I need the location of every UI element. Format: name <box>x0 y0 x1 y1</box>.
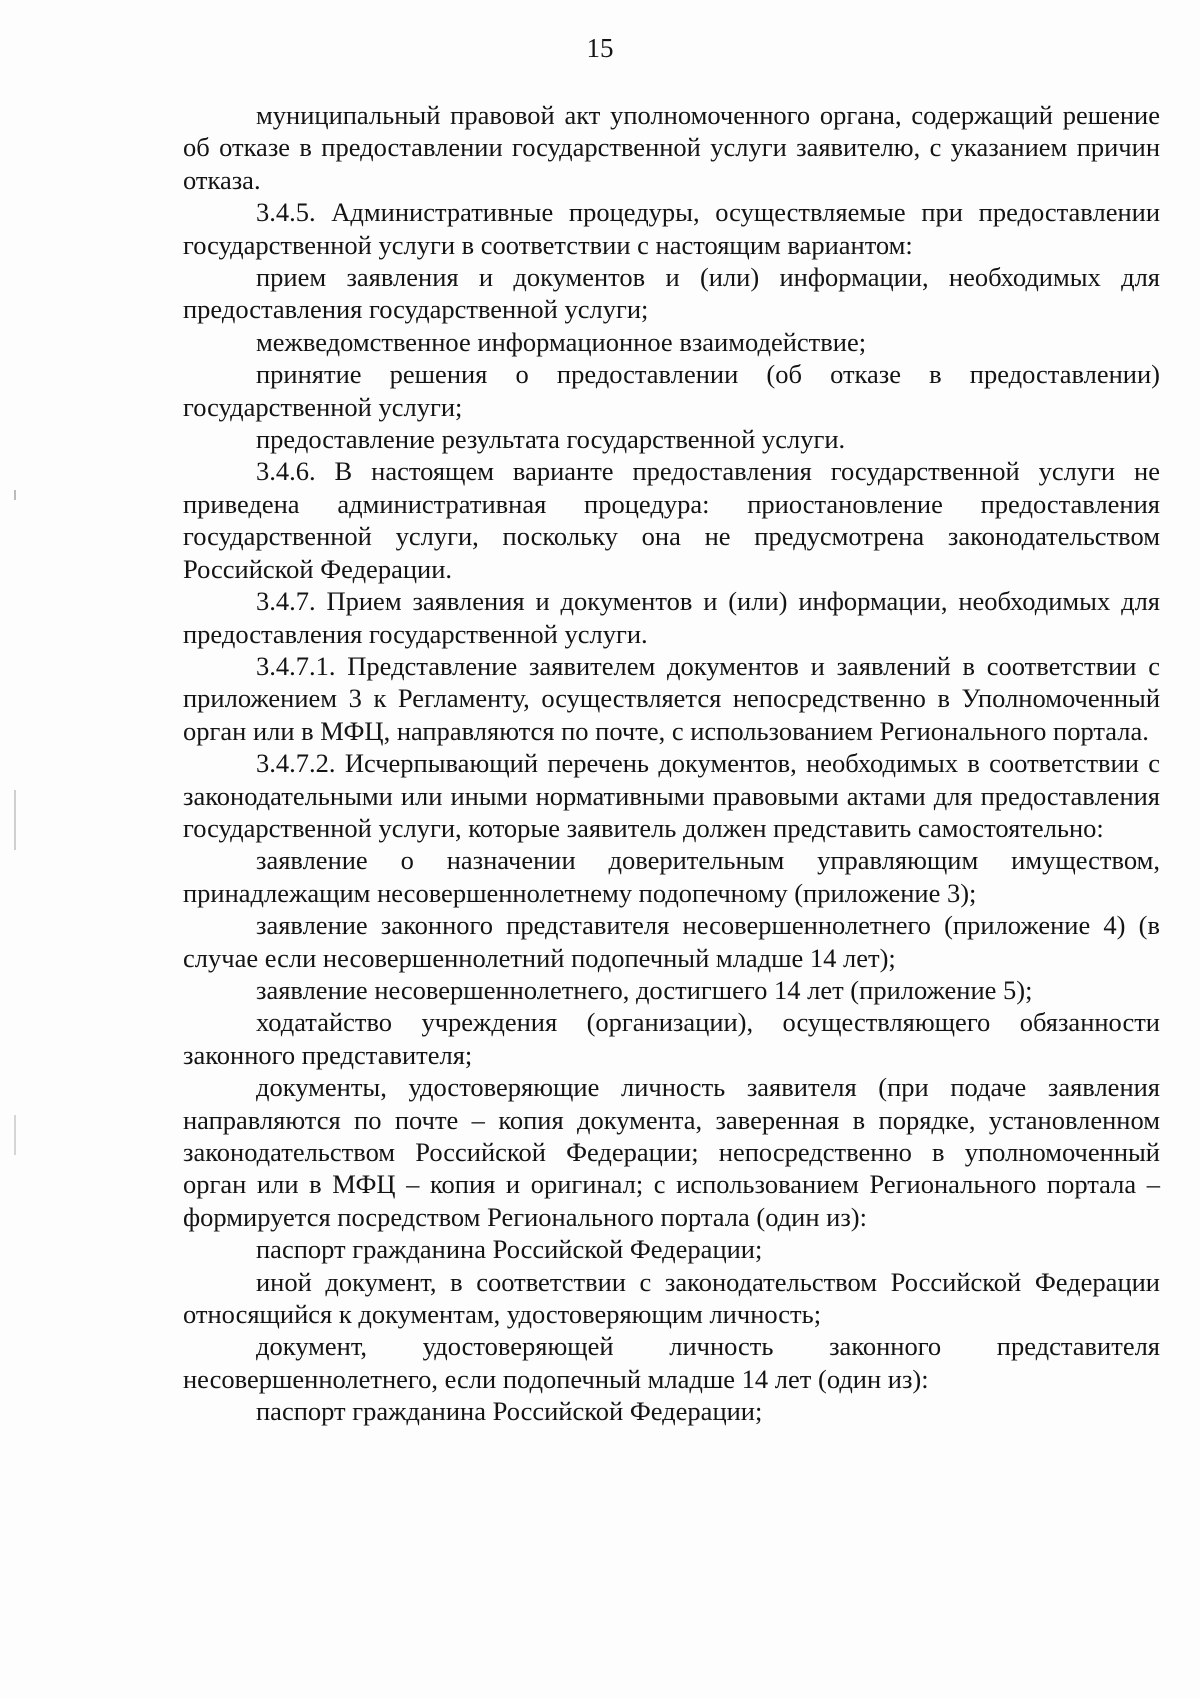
paragraph: паспорт гражданина Российской Федерации; <box>256 1396 763 1427</box>
paragraph: прием заявления и документов и (или) информации, необходимых для предоставления государственной услуги; <box>183 262 1160 325</box>
paragraph: 3.4.7.1. Представление заявителем документов и заявлений в соответствии с приложением 3 к Регламенту, осуществляется непосредственно в Уполномоченный орган или в МФЦ, направляются по почте, с использованием Регионального портала. <box>183 650 1160 746</box>
paragraph: муниципальный правовой акт уполномоченного органа, содержащий решение об отказе в предоставлении государственной услуги заявителю, с указанием причин отказа. <box>183 100 1160 195</box>
scan-speck <box>14 490 16 500</box>
paragraph: документы, удостоверяющие личность заявителя (при подаче заявления направляются по почте – копия документа, заверенная в порядке, установленном законодательством Российской Федерации; непосредственно в уполномоченный орган или в МФЦ – копия и оригинал; с использованием Регионального портала – формируется посредством Регионального портала (один из): <box>183 1072 1160 1232</box>
paragraph: документ, удостоверяющей личность законного представителя несовершеннолетнего, если подопечный младше 14 лет (один из): <box>183 1331 1160 1394</box>
paragraph: заявление о назначении доверительным управляющим имуществом, принадлежащим несовершеннолетнему подопечному (приложение 3); <box>183 845 1160 908</box>
paragraph: заявление законного представителя несовершеннолетнего (приложение 4) (в случае если несовершеннолетний подопечный младше 14 лет); <box>183 910 1160 973</box>
paragraph: иной документ, в соответствии с законодательством Российской Федерации относящийся к документам, удостоверяющим личность; <box>183 1266 1160 1330</box>
paragraph: предоставление результата государственной услуги. <box>256 424 846 455</box>
paragraph: ходатайство учреждения (организации), осуществляющего обязанности законного представителя; <box>183 1007 1160 1070</box>
paragraph: межведомственное информационное взаимодействие; <box>256 326 867 357</box>
paragraph: 3.4.5. Административные процедуры, осуществляемые при предоставлении государственной услуги в соответствии с настоящим вариантом: <box>183 197 1160 260</box>
scan-speck <box>14 1115 16 1155</box>
paragraph: принятие решения о предоставлении (об отказе в предоставлении) государственной услуги; <box>183 359 1160 422</box>
scan-speck <box>14 790 16 850</box>
paragraph: 3.4.6. В настоящем варианте предоставления государственной услуги не приведена административная процедура: приостановление предоставления государственной услуги, поскольку она не предусмотрена законодательством Российской Федерации. <box>183 456 1160 584</box>
paragraph: 3.4.7. Прием заявления и документов и (или) информации, необходимых для предоставления государственной услуги. <box>183 586 1160 649</box>
paragraph: 3.4.7.2. Исчерпывающий перечень документов, необходимых в соответствии с законодательными или иными нормативными правовыми актами для предоставления государственной услуги, которые заявитель должен представить самостоятельно: <box>183 748 1160 843</box>
page-number: 15 <box>586 33 614 63</box>
paragraph: заявление несовершеннолетнего, достигшего 14 лет (приложение 5); <box>256 974 1033 1005</box>
paragraph: паспорт гражданина Российской Федерации; <box>256 1234 763 1265</box>
document-body <box>183 99 1160 1428</box>
